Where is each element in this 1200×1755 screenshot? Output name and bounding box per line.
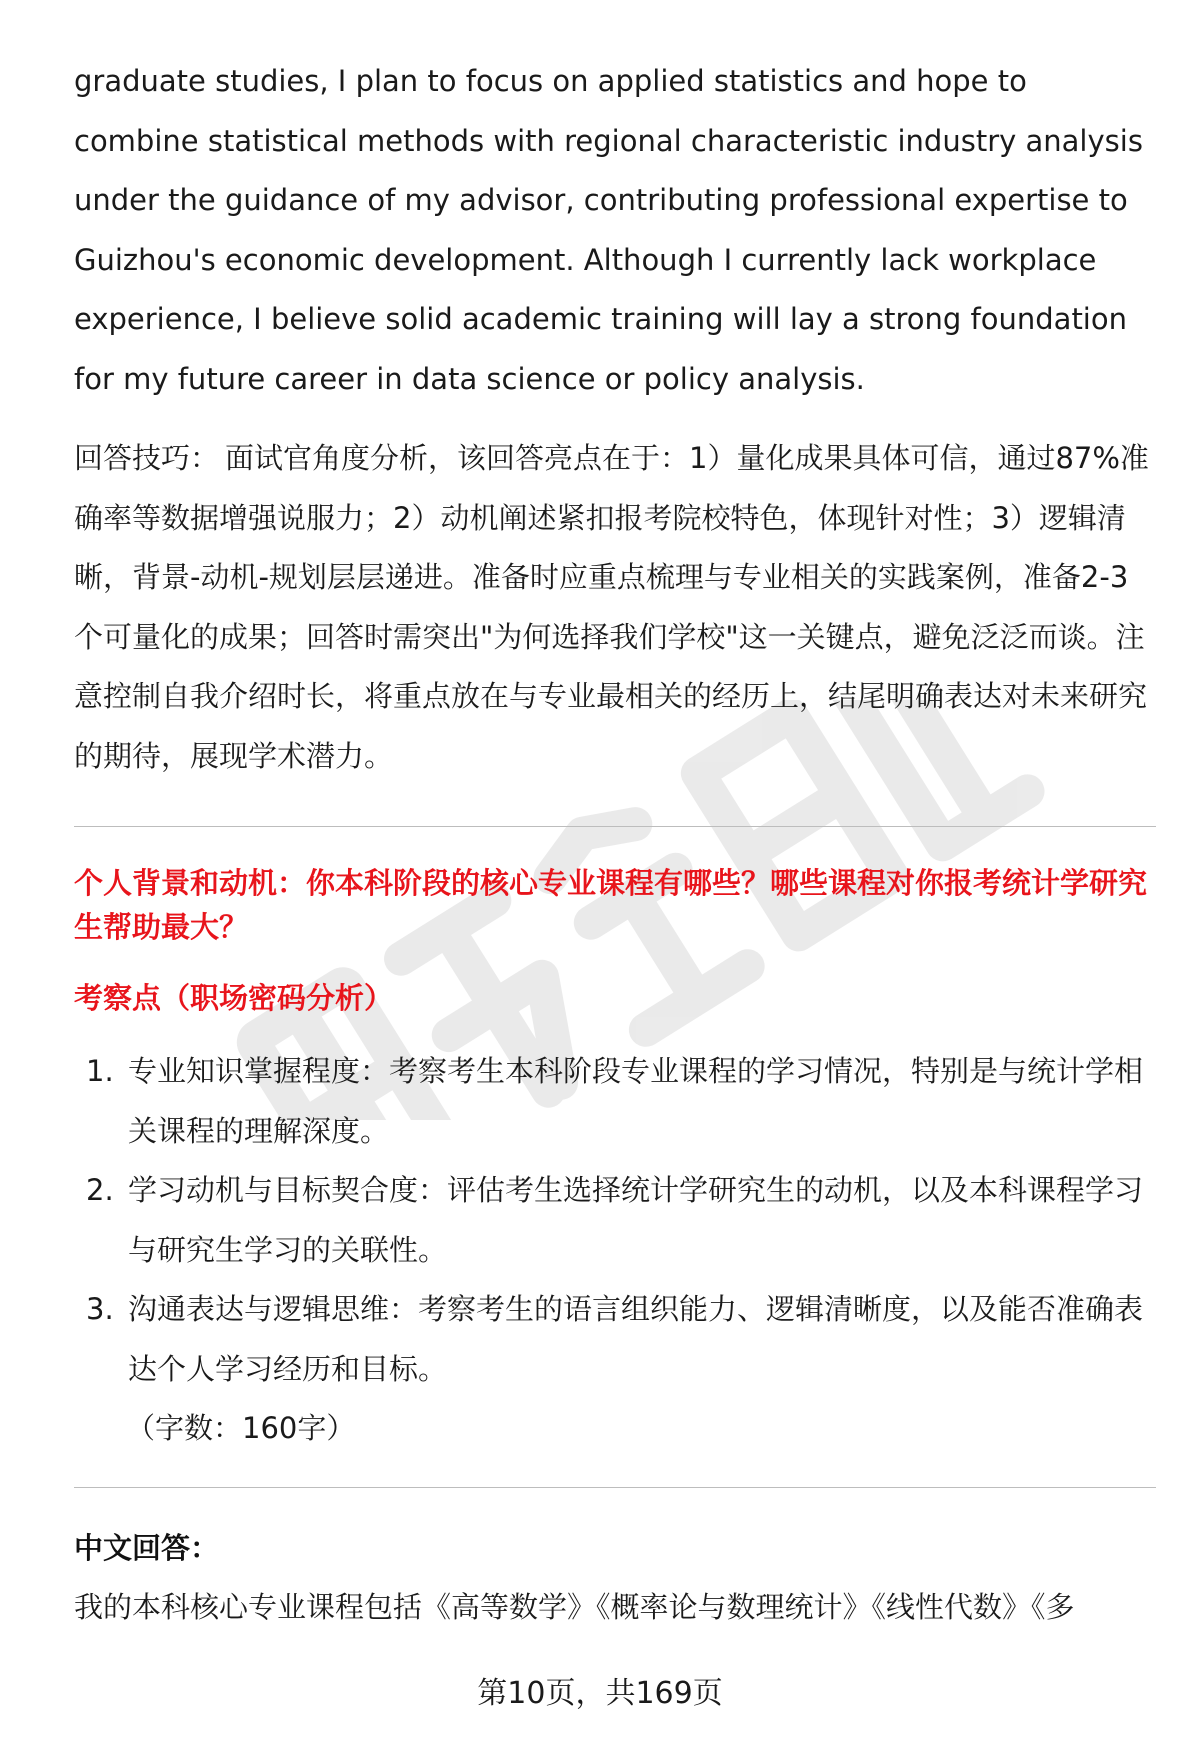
section-divider: [74, 826, 1156, 827]
interview-question: 个人背景和动机：你本科阶段的核心专业课程有哪些？哪些课程对你报考统计学研究生帮助最大？: [74, 866, 1148, 944]
list-item: [74, 1161, 1156, 1280]
chinese-answer-heading: 中文回答：: [74, 1530, 220, 1565]
page-number-footer: 第10页，共169页: [477, 1676, 723, 1711]
list-item-number: 2.: [86, 1173, 114, 1207]
list-item: [74, 1042, 1156, 1161]
list-item-number: 3.: [86, 1292, 114, 1326]
tips-label: 回答技巧：: [74, 441, 220, 475]
document-page: [74, 52, 1156, 1637]
word-count-note: （字数：160字）: [126, 1411, 356, 1445]
section-divider: [74, 1487, 1156, 1488]
list-item: [74, 1280, 1156, 1399]
answer-tips-paragraph: [74, 429, 1156, 786]
chinese-answer-text: 我的本科核心专业课程包括《高等数学》《概率论与数理统计》《线性代数》《多: [74, 1589, 1075, 1624]
list-item-text: 专业知识掌握程度：考察考生本科阶段专业课程的学习情况，特别是与统计学相关课程的理解深度。: [128, 1054, 1144, 1148]
list-item-text: 学习动机与目标契合度：评估考生选择统计学研究生的动机，以及本科课程学习与研究生学习的关联性。: [128, 1173, 1144, 1267]
tips-text: 面试官角度分析，该回答亮点在于：1）量化成果具体可信，通过87%准确率等数据增强说服力；2）动机阐述紧扣报考院校特色，体现针对性；3）逻辑清晰，背景-动机-规划层层递进。准备时应重点梳理与专业相关的实践案例，准备2-3个可量化的成果；回答时需突出"为何选择我们学校"这一关键点，避免泛泛而谈。注意控制自我介绍时长，将重点放在与专业最相关的经历上，结尾明确表达对未来研究的期待，展现学术潜力。: [74, 441, 1149, 773]
list-item-text: 沟通表达与逻辑思维：考察考生的语言组织能力、逻辑清晰度，以及能否准确表达个人学习经历和目标。: [128, 1292, 1144, 1386]
assessment-heading: 考察点（职场密码分析）: [74, 981, 394, 1015]
assessment-points-list: [74, 1042, 1156, 1399]
english-answer-paragraph: graduate studies, I plan to focus on applied statistics and hope to combine statistical methods with regional characteristic industry analysis under the guidance of my advisor, contributing professional expertise to Guizhou's economic development. Although I currently lack workplace experience, I believe solid academic training will lay a strong foundation for my future career in data science or policy analysis.: [74, 64, 1143, 396]
list-item-number: 1.: [86, 1054, 114, 1088]
